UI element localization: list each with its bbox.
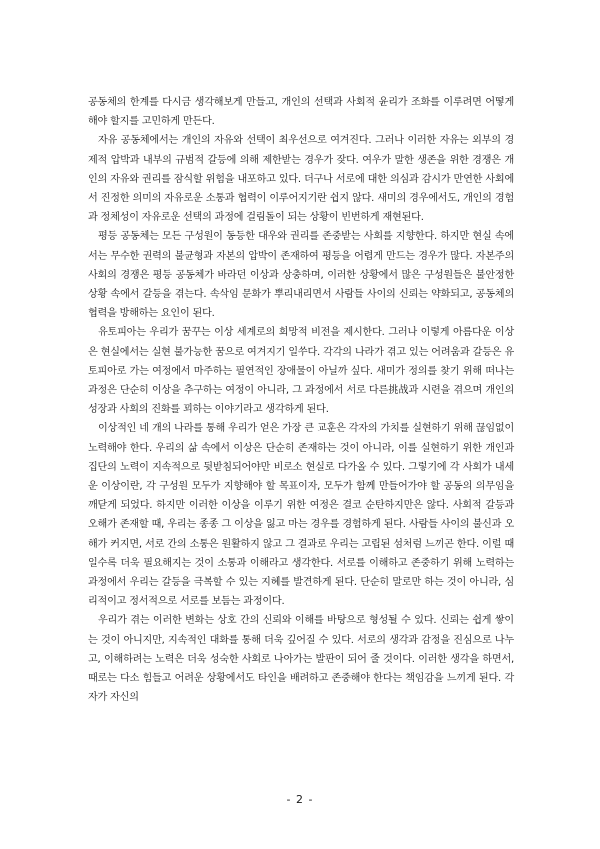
paragraph-1: 공동체의 한계를 다시금 생각해보게 만들고, 개인의 선택과 사회적 윤리가 조화를 이루려면 어떻게 해야 할지를 고민하게 만든다.	[88, 97, 514, 128]
page-number: - 2 -	[286, 793, 314, 806]
paragraph-6: 우리가 겪는 이러한 변화는 상호 간의 신뢰와 이해를 바탕으로 형성될 수 있다. 신뢰는 쉽게 쌓이는 것이 아니지만, 지속적인 대화를 통해 더욱 깊어질 수 있다. 서로의 생각과 감정을 진심으로 나누고, 이해하려는 노력은 더욱 성숙한 사회로 나아가는 발판이 되어 줄 것이다. 이러한 생각을 하면서, 때로는 다소 힘들고 어려운 상황에서도 타인을 배려하고 존중해야 한다는 책임감을 느끼게 된다. 각자가 자신의	[88, 615, 514, 704]
paragraph-2: 자유 공동체에서는 개인의 자유와 선택이 최우선으로 여겨진다. 그러나 이러한 자유는 외부의 경제적 압박과 내부의 규범적 갈등에 의해 제한받는 경우가 잦다. 여우가 말한 생존을 위한 경쟁은 개인의 자유와 권리를 잠식할 위험을 내포하고 있다. 더구나 서로에 대한 의심과 감시가 만연한 사회에서 진정한 의미의 자유로운 소통과 협력이 이루어지기란 쉽지 않다. 새미의 경우에서도, 개인의 경험과 정체성이 자유로운 선택의 과정에 걸림돌이 되는 상황이 빈번하게 재현된다.	[88, 135, 514, 224]
paragraph-4: 유토피아는 우리가 꿈꾸는 이상 세계로의 희망적 비전을 제시한다. 그러나 이렇게 아름다운 이상은 현실에서는 실현 불가능한 꿈으로 여겨지기 일쑤다. 각각의 나라가 겪고 있는 어려움과 갈등은 유토피아로 가는 여정에서 마주하는 필연적인 장애물이 아닐까 싶다. 새미가 정의를 찾기 위해 떠나는 과정은 단순히 이상을 추구하는 여정이 아니라, 그 과정에서 서로 다른挑战과 시련을 겪으며 개인의 성장과 사회의 진화를 꾀하는 이야기라고 생각하게 된다.	[88, 327, 514, 416]
paragraph-3: 평등 공동체는 모든 구성원이 동등한 대우와 권리를 존중받는 사회를 지향한다. 하지만 현실 속에서는 무수한 권력의 불균형과 자본의 압박이 존재하여 평등을 어렵게 만드는 경우가 많다. 자본주의 사회의 경쟁은 평등 공동체가 바라던 이상과 상충하며, 이러한 상황에서 많은 구성원들은 불안정한 상황 속에서 갈등을 겪는다. 속삭임 문화가 뿌리내리면서 사람들 사이의 신뢰는 약화되고, 공동체의 협력을 방해하는 요인이 된다.	[88, 231, 514, 320]
paragraph-5: 이상적인 네 개의 나라를 통해 우리가 얻은 가장 큰 교훈은 각자의 가치를 실현하기 위해 끊임없이 노력해야 한다. 우리의 삶 속에서 이상은 단순히 존재하는 것이 아니라, 이를 실현하기 위한 개인과 집단의 노력이 지속적으로 뒷받침되어야만 비로소 현실로 다가올 수 있다. 그렇기에 각 사회가 내세운 이상이란, 각 구성원 모두가 지향해야 할 목표이자, 모두가 함께 만들어가야 할 공동의 의무임을 깨닫게 되었다. 하지만 이러한 이상을 이루기 위한 여정은 결코 순탄하지만은 않다. 사회적 갈등과 오해가 존재할 때, 우리는 종종 그 이상을 잃고 마는 경우를 경험하게 된다. 사람들 사이의 불신과 오해가 커지면, 서로 간의 소통은 원활하지 않고 그 결과로 우리는 고립된 섬처럼 느끼곤 한다. 이럴 때일수록 더욱 필요해지는 것이 소통과 이해라고 생각한다. 서로를 이해하고 존중하기 위해 노력하는 과정에서 우리는 갈등을 극복할 수 있는 지혜를 발견하게 된다. 단순히 말로만 하는 것이 아니라, 심리적이고 정서적으로 서로를 보듬는 과정이다.	[88, 423, 514, 608]
page-body	[88, 93, 514, 708]
